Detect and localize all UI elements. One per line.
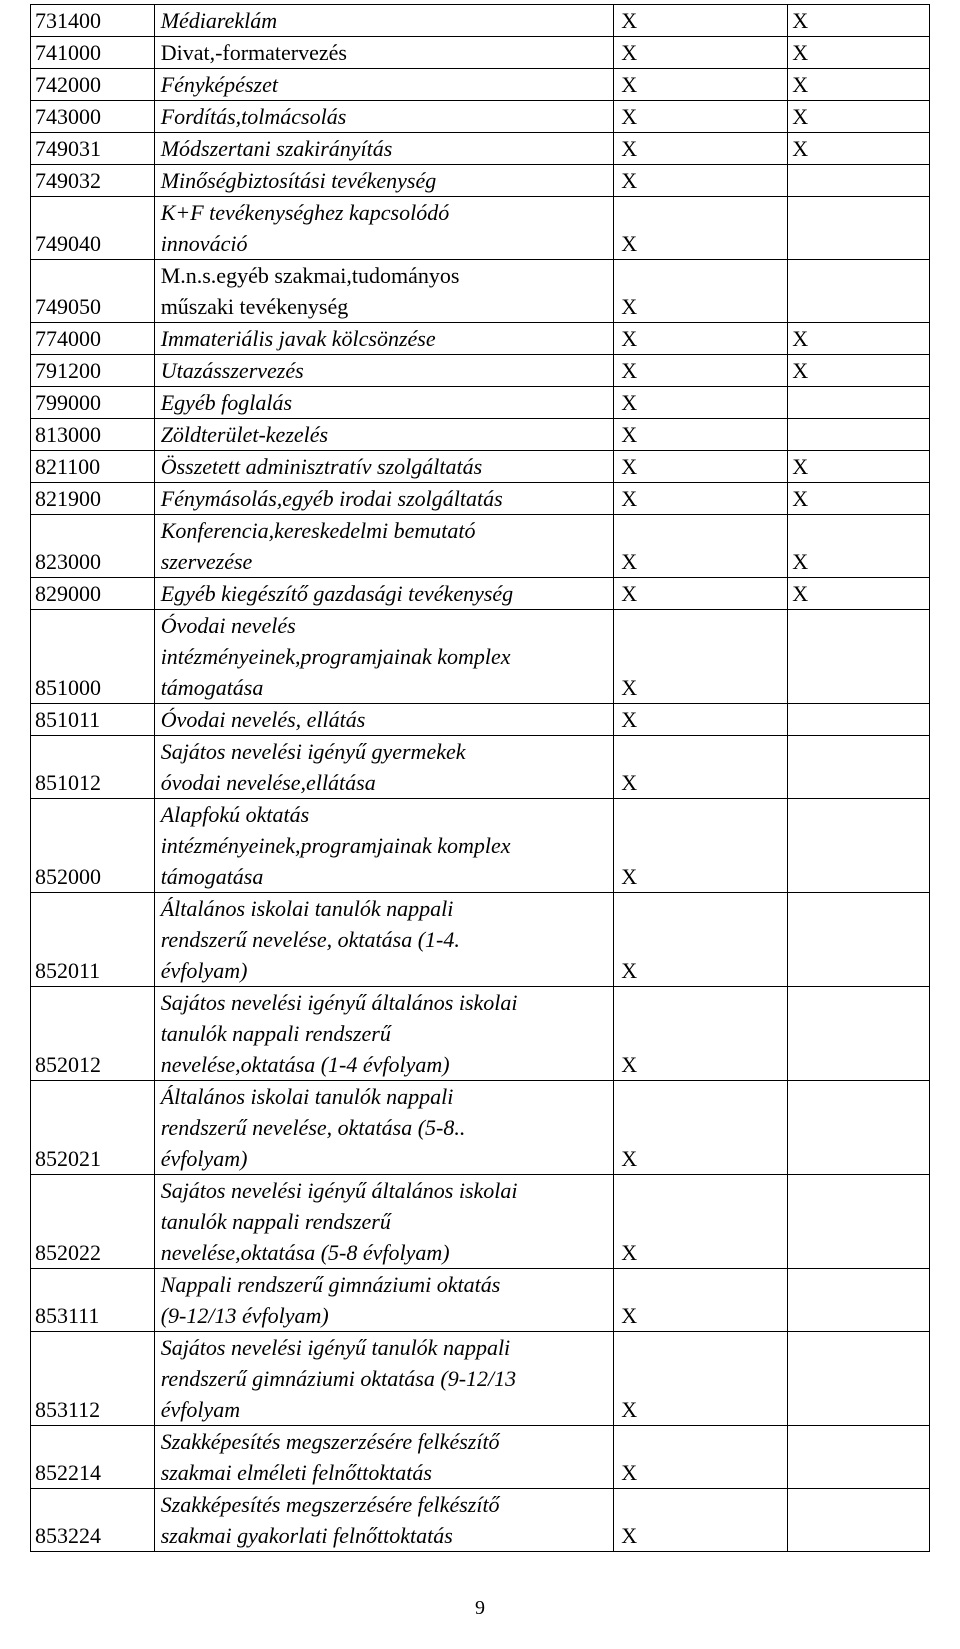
table-row xyxy=(31,419,930,451)
table-row xyxy=(31,1081,930,1175)
mark-column-1: X xyxy=(614,133,788,165)
activity-description: Fénymásolás,egyéb irodai szolgáltatás xyxy=(154,483,614,515)
activity-code: 743000 xyxy=(31,101,155,133)
activity-code: 821100 xyxy=(31,451,155,483)
activity-description: Sajátos nevelési igényű általános iskolai tanulók nappali rendszerű nevelése,oktatása (1-4 évfolyam) xyxy=(154,987,614,1081)
activity-description: Nappali rendszerű gimnáziumi oktatás (9-12/13 évfolyam) xyxy=(154,1269,614,1332)
mark-column-1: X xyxy=(614,1426,788,1489)
activity-description: Sajátos nevelési igényű gyermekek óvodai nevelése,ellátása xyxy=(154,736,614,799)
table-row xyxy=(31,197,930,260)
mark-column-2 xyxy=(788,610,930,704)
table-row xyxy=(31,1332,930,1426)
mark-column-1: X xyxy=(614,799,788,893)
activity-code: 749032 xyxy=(31,165,155,197)
activity-description: Immateriális javak kölcsönzése xyxy=(154,323,614,355)
table-row xyxy=(31,5,930,37)
activity-description: Óvodai nevelés intézményeinek,programjainak komplex támogatása xyxy=(154,610,614,704)
table-row xyxy=(31,355,930,387)
mark-column-1: X xyxy=(614,37,788,69)
activity-description: Utazásszervezés xyxy=(154,355,614,387)
activity-description: Összetett adminisztratív szolgáltatás xyxy=(154,451,614,483)
mark-column-1: X xyxy=(614,1332,788,1426)
activity-code: 853224 xyxy=(31,1489,155,1552)
mark-column-2: X xyxy=(788,578,930,610)
activity-description: K+F tevékenységhez kapcsolódó innováció xyxy=(154,197,614,260)
mark-column-2 xyxy=(788,260,930,323)
activity-code: 823000 xyxy=(31,515,155,578)
mark-column-2 xyxy=(788,987,930,1081)
activity-code: 749031 xyxy=(31,133,155,165)
table-row xyxy=(31,515,930,578)
activity-description: Zöldterület-kezelés xyxy=(154,419,614,451)
mark-column-2 xyxy=(788,1081,930,1175)
activity-description: Szakképesítés megszerzésére felkészítő szakmai elméleti felnőttoktatás xyxy=(154,1426,614,1489)
activity-description: Általános iskolai tanulók nappali rendszerű nevelése, oktatása (1-4. évfolyam) xyxy=(154,893,614,987)
mark-column-1: X xyxy=(614,165,788,197)
mark-column-1: X xyxy=(614,197,788,260)
activity-code: 749050 xyxy=(31,260,155,323)
mark-column-2 xyxy=(788,197,930,260)
mark-column-1: X xyxy=(614,1081,788,1175)
activity-code: 853111 xyxy=(31,1269,155,1332)
activity-code: 731400 xyxy=(31,5,155,37)
table-row xyxy=(31,69,930,101)
mark-column-2 xyxy=(788,1489,930,1552)
mark-column-2 xyxy=(788,704,930,736)
activity-code: 852214 xyxy=(31,1426,155,1489)
mark-column-1: X xyxy=(614,323,788,355)
mark-column-1: X xyxy=(614,610,788,704)
activity-code: 741000 xyxy=(31,37,155,69)
mark-column-2: X xyxy=(788,5,930,37)
table-row xyxy=(31,987,930,1081)
activity-description: Óvodai nevelés, ellátás xyxy=(154,704,614,736)
table-row xyxy=(31,133,930,165)
activity-code: 749040 xyxy=(31,197,155,260)
mark-column-2: X xyxy=(788,483,930,515)
activity-code: 852012 xyxy=(31,987,155,1081)
mark-column-1: X xyxy=(614,1175,788,1269)
table-row xyxy=(31,387,930,419)
activity-description: Fényképészet xyxy=(154,69,614,101)
mark-column-2 xyxy=(788,799,930,893)
mark-column-2: X xyxy=(788,323,930,355)
mark-column-1: X xyxy=(614,578,788,610)
mark-column-2 xyxy=(788,1332,930,1426)
activity-code: 852011 xyxy=(31,893,155,987)
mark-column-2: X xyxy=(788,133,930,165)
activity-description: Szakképesítés megszerzésére felkészítő szakmai gyakorlati felnőttoktatás xyxy=(154,1489,614,1552)
mark-column-1: X xyxy=(614,5,788,37)
mark-column-1: X xyxy=(614,1489,788,1552)
mark-column-1: X xyxy=(614,419,788,451)
table-row xyxy=(31,165,930,197)
activity-code: 851000 xyxy=(31,610,155,704)
mark-column-2: X xyxy=(788,101,930,133)
mark-column-1: X xyxy=(614,260,788,323)
table-row xyxy=(31,704,930,736)
mark-column-1: X xyxy=(614,893,788,987)
activity-description: Konferencia,kereskedelmi bemutató szervezése xyxy=(154,515,614,578)
mark-column-2 xyxy=(788,419,930,451)
table-row xyxy=(31,1175,930,1269)
table-row xyxy=(31,736,930,799)
table-row xyxy=(31,1426,930,1489)
mark-column-2: X xyxy=(788,515,930,578)
activity-description: Egyéb foglalás xyxy=(154,387,614,419)
table-row xyxy=(31,1269,930,1332)
activity-code: 813000 xyxy=(31,419,155,451)
activity-code: 829000 xyxy=(31,578,155,610)
table-row xyxy=(31,610,930,704)
table-row xyxy=(31,37,930,69)
activity-description: Módszertani szakirányítás xyxy=(154,133,614,165)
mark-column-1: X xyxy=(614,387,788,419)
table-row xyxy=(31,483,930,515)
activity-code: 774000 xyxy=(31,323,155,355)
mark-column-1: X xyxy=(614,69,788,101)
mark-column-2 xyxy=(788,387,930,419)
table-row xyxy=(31,799,930,893)
activity-code: 742000 xyxy=(31,69,155,101)
mark-column-1: X xyxy=(614,736,788,799)
activity-description: Divat,-formatervezés xyxy=(154,37,614,69)
activity-code: 851012 xyxy=(31,736,155,799)
table-row xyxy=(31,260,930,323)
activity-code: 853112 xyxy=(31,1332,155,1426)
activity-code: 821900 xyxy=(31,483,155,515)
table-row xyxy=(31,893,930,987)
mark-column-1: X xyxy=(614,704,788,736)
mark-column-1: X xyxy=(614,515,788,578)
activity-description: Sajátos nevelési igényű általános iskolai tanulók nappali rendszerű nevelése,oktatása (5-8 évfolyam) xyxy=(154,1175,614,1269)
activity-code: 799000 xyxy=(31,387,155,419)
table-row xyxy=(31,451,930,483)
mark-column-2 xyxy=(788,1269,930,1332)
activity-description: Minőségbiztosítási tevékenység xyxy=(154,165,614,197)
activity-description: Fordítás,tolmácsolás xyxy=(154,101,614,133)
mark-column-2 xyxy=(788,1175,930,1269)
activity-description: Médiareklám xyxy=(154,5,614,37)
mark-column-1: X xyxy=(614,987,788,1081)
page-number: 9 xyxy=(475,1597,485,1619)
table-row xyxy=(31,101,930,133)
table-row xyxy=(31,323,930,355)
activity-description: Sajátos nevelési igényű tanulók nappali rendszerű gimnáziumi oktatása (9-12/13 évfolyam xyxy=(154,1332,614,1426)
activity-table xyxy=(30,4,930,1552)
mark-column-2: X xyxy=(788,69,930,101)
activity-code: 791200 xyxy=(31,355,155,387)
activity-description: Alapfokú oktatás intézményeinek,programjainak komplex támogatása xyxy=(154,799,614,893)
mark-column-1: X xyxy=(614,1269,788,1332)
activity-description: Általános iskolai tanulók nappali rendszerű nevelése, oktatása (5-8.. évfolyam) xyxy=(154,1081,614,1175)
table-body xyxy=(31,5,930,1552)
mark-column-2: X xyxy=(788,451,930,483)
activity-description: Egyéb kiegészítő gazdasági tevékenység xyxy=(154,578,614,610)
mark-column-2: X xyxy=(788,37,930,69)
activity-description: M.n.s.egyéb szakmai,tudományos műszaki tevékenység xyxy=(154,260,614,323)
mark-column-1: X xyxy=(614,451,788,483)
table-row xyxy=(31,1489,930,1552)
mark-column-2: X xyxy=(788,355,930,387)
activity-code: 852022 xyxy=(31,1175,155,1269)
mark-column-2 xyxy=(788,893,930,987)
table-row xyxy=(31,578,930,610)
activity-code: 851011 xyxy=(31,704,155,736)
activity-code: 852000 xyxy=(31,799,155,893)
mark-column-1: X xyxy=(614,483,788,515)
mark-column-2 xyxy=(788,736,930,799)
activity-code: 852021 xyxy=(31,1081,155,1175)
mark-column-1: X xyxy=(614,355,788,387)
mark-column-1: X xyxy=(614,101,788,133)
mark-column-2 xyxy=(788,1426,930,1489)
mark-column-2 xyxy=(788,165,930,197)
